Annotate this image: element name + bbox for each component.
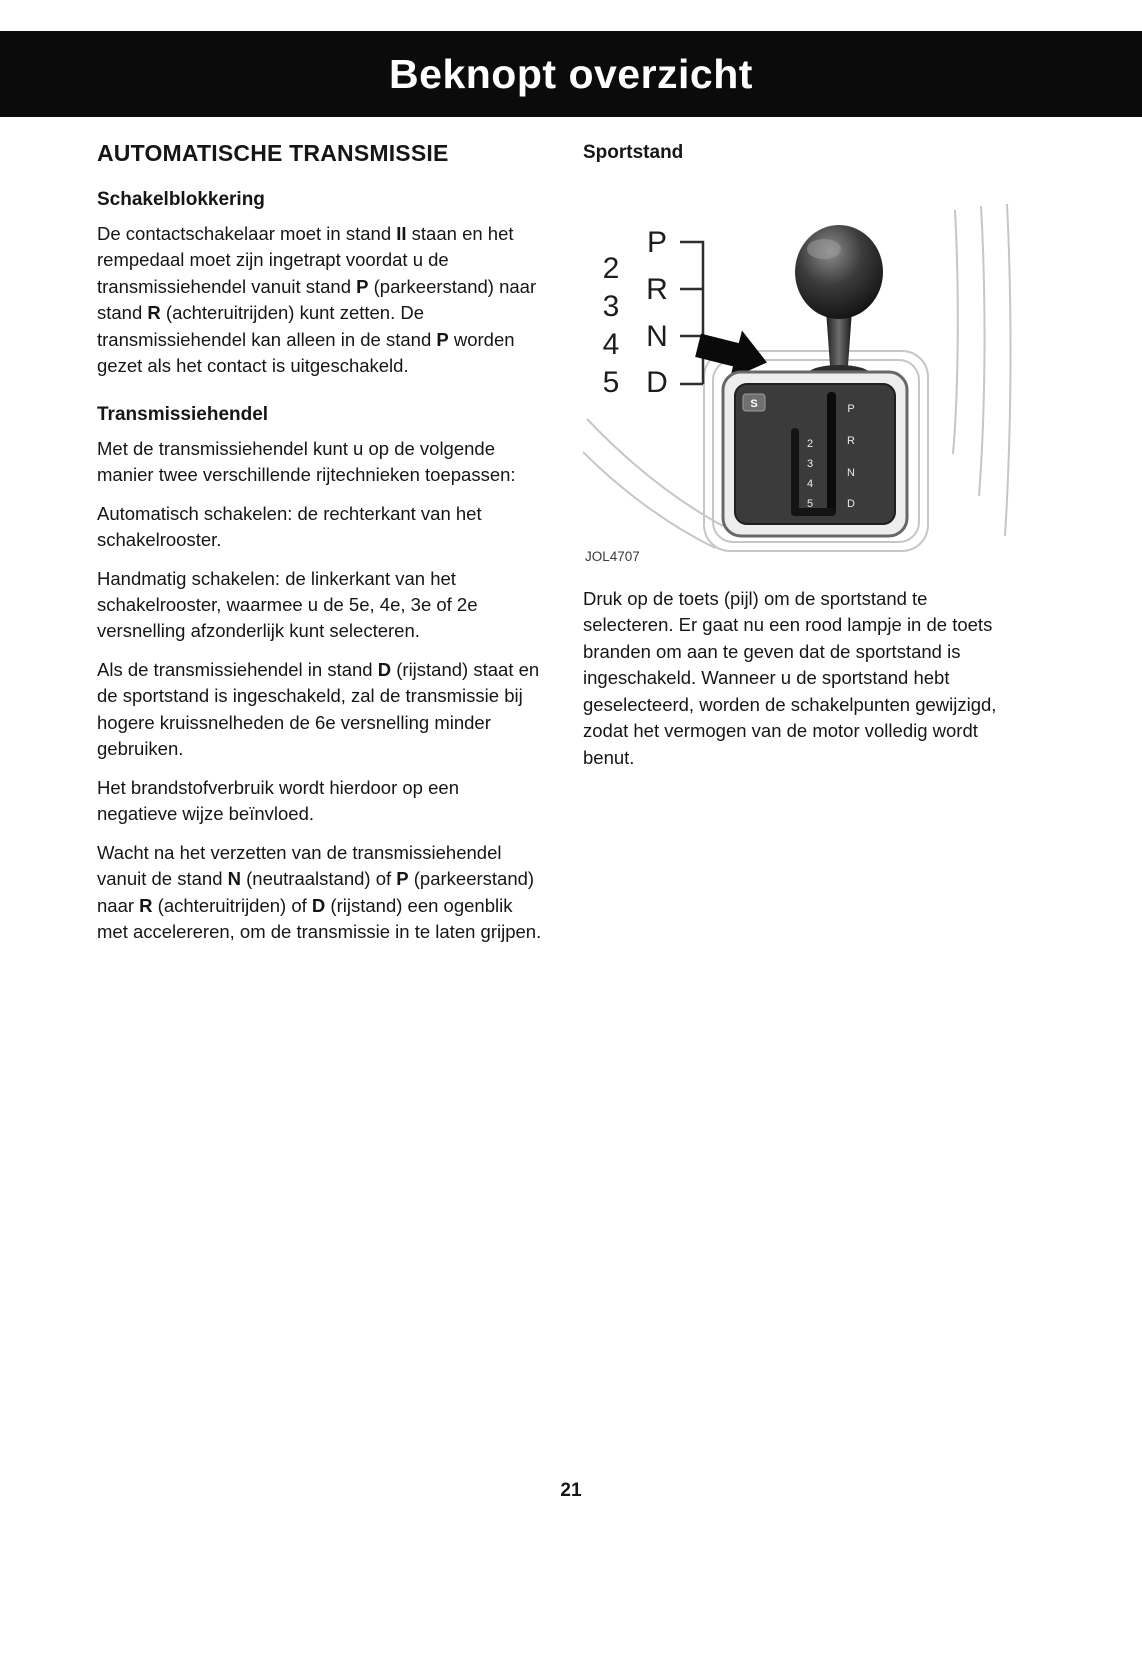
knob-highlight <box>807 239 841 259</box>
gate-label-p: P <box>646 226 668 259</box>
paragraph: Het brandstofverbruik wordt hierdoor op een negatieve wijze beïnvloed. <box>97 776 459 825</box>
panel-label-5: 5 <box>806 498 814 510</box>
paragraph: Druk op de toets (pijl) om de sportstand te selecteren. Er gaat nu een rood lampje in de toets branden om aan te geven dat de sportstand is ingeschakeld. Wanneer u de sportstand hebt geselecteerd, worden de schakelpunten gewijzigd, zodat het vermogen van de motor volledig wordt benut. <box>583 588 997 768</box>
gear-shifter-illustration <box>583 204 1019 556</box>
panel-label-r: R <box>847 435 855 447</box>
gate-label-2: 2 <box>602 252 620 285</box>
panel-label-2: 2 <box>806 438 814 450</box>
sport-button-label: S <box>750 398 758 410</box>
right-column <box>583 140 1019 957</box>
panel-label-d: D <box>847 498 855 510</box>
figure-caption: JOL4707 <box>585 549 640 564</box>
paragraph: Automatisch schakelen: de rechterkant van het schakelrooster. <box>97 502 482 551</box>
subheading-transmissiehendel: Transmissiehendel <box>97 403 269 425</box>
gate-label-3: 3 <box>602 290 620 323</box>
paragraph: Met de transmissiehendel kunt u op de volgende manier twee verschillende rijtechnieken toepassen: <box>97 437 516 486</box>
page-content <box>97 140 1049 957</box>
gate-label-d: D <box>646 366 668 399</box>
paragraph: Handmatig schakelen: de linkerkant van het schakelrooster, waarmee u de 5e, 4e, 3e of 2e versnelling afzonderlijk kunt selecteren. <box>97 567 478 642</box>
gate-slot-connector <box>791 508 836 516</box>
panel-label-3: 3 <box>806 458 814 470</box>
shifter-knob <box>795 225 883 319</box>
auto-gate-slot <box>827 392 836 516</box>
panel-label-n: N <box>847 467 855 479</box>
paragraph: De contactschakelaar moet in stand II staan en het rempedaal moet zijn ingetrapt voordat u de transmissiehendel vanuit stand P (parkeerstand) naar stand R (achteruitrijden) kunt zetten. De transmissiehendel kan alleen in de stand P worden gezet als het contact is uitgeschakeld. <box>97 223 537 377</box>
subheading-sportstand: Sportstand <box>583 142 684 163</box>
paragraph: Wacht na het verzetten van de transmissiehendel vanuit de stand N (neutraalstand) of P (parkeerstand) naar R (achteruitrijden) of D (rijstand) een ogenblik met accelereren, om de transmissie in te laten grijpen. <box>97 841 542 942</box>
gate-label-4: 4 <box>602 328 620 361</box>
page-number: 21 <box>560 1480 582 1501</box>
page-title: Beknopt overzicht <box>389 50 753 97</box>
panel-label-p: P <box>847 403 855 415</box>
gear-shifter-figure <box>583 204 1019 564</box>
subheading-schakelblokkering: Schakelblokkering <box>97 189 265 210</box>
gate-label-5: 5 <box>602 366 620 399</box>
left-column <box>97 140 543 957</box>
shift-pattern-schematic <box>603 226 703 399</box>
gate-lines <box>680 242 703 384</box>
panel-label-4: 4 <box>806 478 814 490</box>
page-header-bar <box>0 31 1142 117</box>
paragraph: Als de transmissiehendel in stand D (rijstand) staat en de sportstand is ingeschakeld, zal de transmissie bij hogere kruissnelheden de 6e versnelling minder gebruiken. <box>97 658 540 760</box>
page-footer <box>0 1480 1142 1502</box>
gate-label-n: N <box>646 320 668 353</box>
gate-label-r: R <box>646 273 668 306</box>
manual-gate-slot <box>791 428 799 516</box>
section-title-automatische-transmissie: AUTOMATISCHE TRANSMISSIE <box>97 140 449 166</box>
gear-shifter <box>723 225 907 536</box>
